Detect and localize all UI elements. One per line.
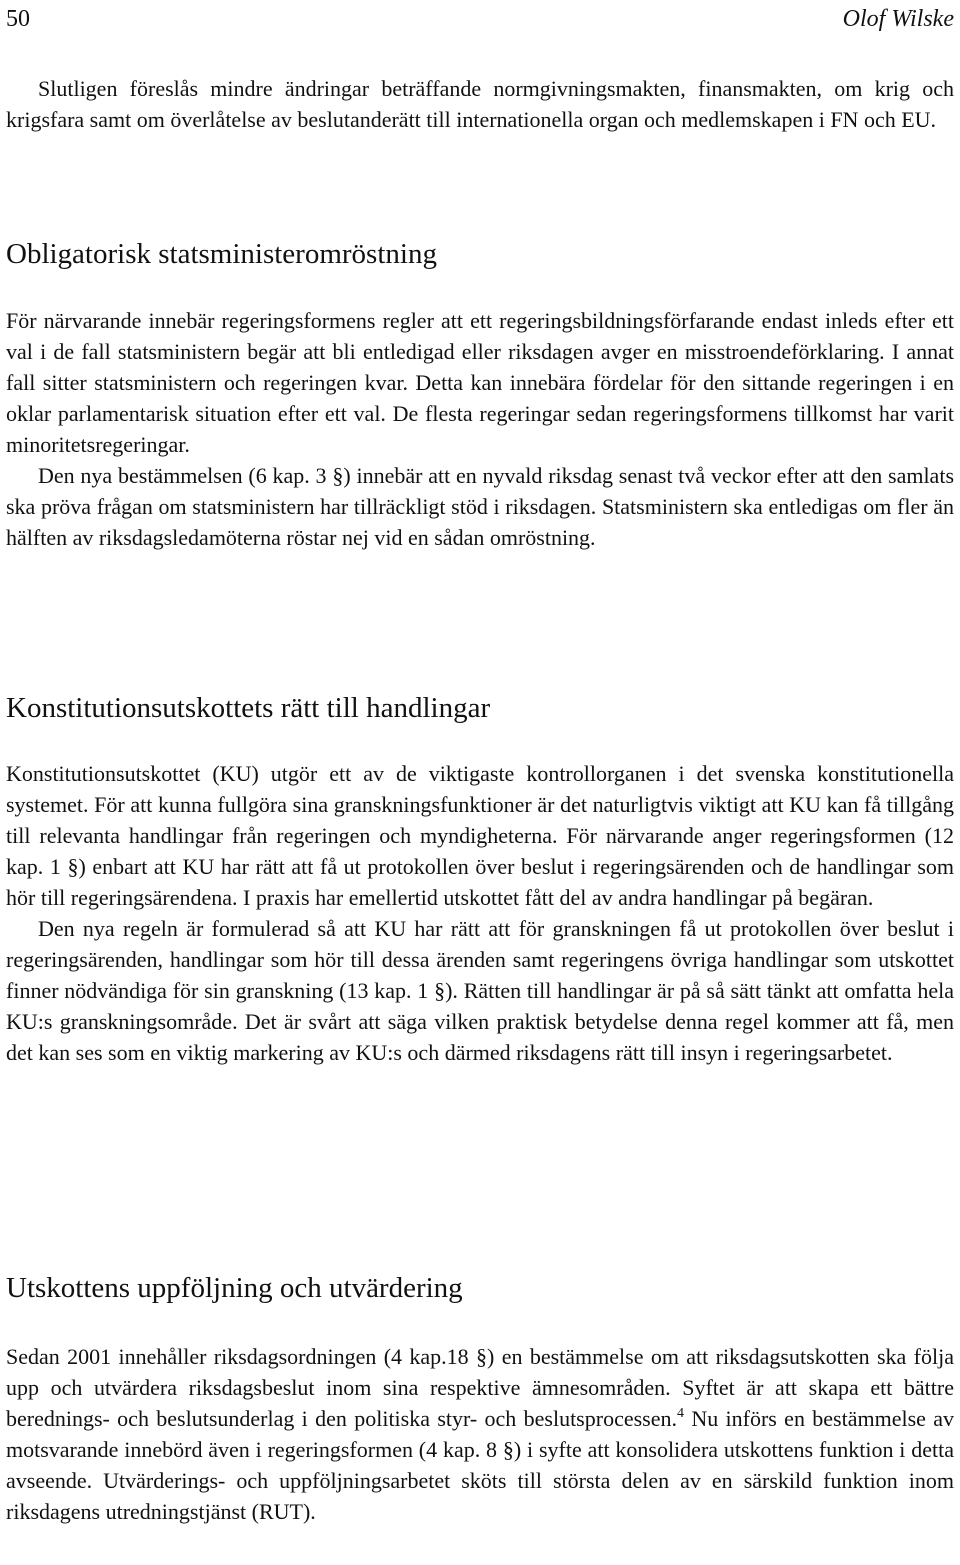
paragraph-text: Den nya bestämmelsen (6 kap. 3 (38, 463, 333, 488)
section-sign: § (332, 463, 344, 488)
section-statsministeromrostning (6, 236, 954, 272)
section-uppfoljning-body (6, 1341, 954, 1527)
body-paragraph: För närvarande innebär regeringsformens regler att ett regeringsbildningsförfarande endast inleds efter ett val i de fall statsministern begär att bli entledigad eller riksdagen avger en misstroendeförklaring. I annat fall sitter statsministern och regeringen kvar. Detta kan innebära fördelar för den sittande regeringen i en oklar parlamentarisk situation efter ett val. De flesta regeringar sedan regeringsformens tillkomst har varit minoritetsregeringar. (6, 308, 954, 457)
section-heading: Obligatorisk statsministeromröstning (6, 238, 437, 270)
body-paragraph (6, 460, 954, 553)
paragraph-text: ) enbart att KU har rätt att få ut protokollen över beslut i regeringsärenden och de handlingar som hör till regeringsärendena. I praxis har emellertid utskottet fått del av andra handlingar på begäran. (6, 854, 954, 910)
section-ku-handlingar (6, 690, 954, 726)
intro-paragraph: Slutligen föreslås mindre ändringar beträffande normgivningsmakten, finansmakten, om krig och krigsfara samt om överlåtelse av beslutanderätt till internationella organ och medlemskapen i FN och EU. (6, 76, 954, 132)
section-uppfoljning (6, 1270, 954, 1306)
footnote-marker[interactable]: 4 (676, 1406, 684, 1421)
paragraph-text: Sedan 2001 innehåller riksdagsordningen (4 kap.18 (6, 1344, 477, 1369)
paragraph-text: Nu införs en bestämmelse av motsvarande innebörd även i regeringsformen (4 kap. 8 (6, 1406, 954, 1462)
body-paragraph (6, 913, 954, 1068)
running-head-author: Olof Wilske (842, 6, 954, 32)
section-sign: § (67, 854, 79, 879)
section-sign: § (476, 1344, 488, 1369)
paragraph-text: ) innebär att en nyvald riksdag senast två veckor efter att den samlats ska pröva frågan om statsministern har tillräckligt stöd i riksdagen. Statsministern ska entledigas om fler än hälften av riksdagsledamöterna röstar nej vid en sådan omröstning. (6, 463, 954, 550)
paragraph-text: ) en bestämmelse om att riksdagsutskotten ska följa upp och utvärdera riksdagsbeslut inom sina respektive ämnesområden. Syftet är att skapa ett bättre berednings- och beslutsunderlag i den politiska styr- och beslutsprocessen. (6, 1344, 954, 1431)
paragraph-text: ) i syfte att konsolidera utskottens funktion i detta avseende. Utvärderings- och uppföljningsarbetet sköts till största delen av en särskild funktion inom riksdagens utredningstjänst (RUT). (6, 1437, 954, 1524)
intro-block (6, 73, 954, 135)
paragraph-text: Konstitutionsutskottet (KU) utgör ett av de viktigaste kontrollorganen i det svenska konstitutionella systemet. För att kunna fullgöra sina granskningsfunktioner är det naturligtvis viktigt att KU kan få tillgång till relevanta handlingar från regeringen och myndigheterna. För närvarande anger regeringsformen (12 kap. 1 (6, 761, 954, 879)
paragraph-text: ). Rätten till handlingar är på så sätt tänkt att omfatta hela KU:s granskningsområde. Det är svårt att säga vilken praktisk betydelse denna regel kommer att få, men det kan ses som en viktig markering av KU:s och därmed riksdagens rätt till insyn i regeringsarbetet. (6, 978, 954, 1065)
section-statsministeromrostning-body (6, 305, 954, 553)
paragraph-text: Den nya regeln är formulerad så att KU har rätt att för granskningen få ut protokollen över beslut i regeringsärenden, handlingar som hör till dessa ärenden samt regeringens övriga handlingar som utskottet finner nödvändiga för sin granskning (13 kap. 1 (6, 916, 954, 1003)
section-heading: Konstitutionsutskottets rätt till handlingar (6, 692, 491, 724)
body-paragraph (6, 758, 954, 913)
page-header (6, 2, 954, 36)
section-sign: § (502, 1437, 514, 1462)
section-sign: § (434, 978, 446, 1003)
section-heading: Utskottens uppföljning och utvärdering (6, 1272, 463, 1304)
body-paragraph (6, 1341, 954, 1527)
page-number: 50 (6, 6, 30, 32)
section-ku-handlingar-body (6, 758, 954, 1068)
